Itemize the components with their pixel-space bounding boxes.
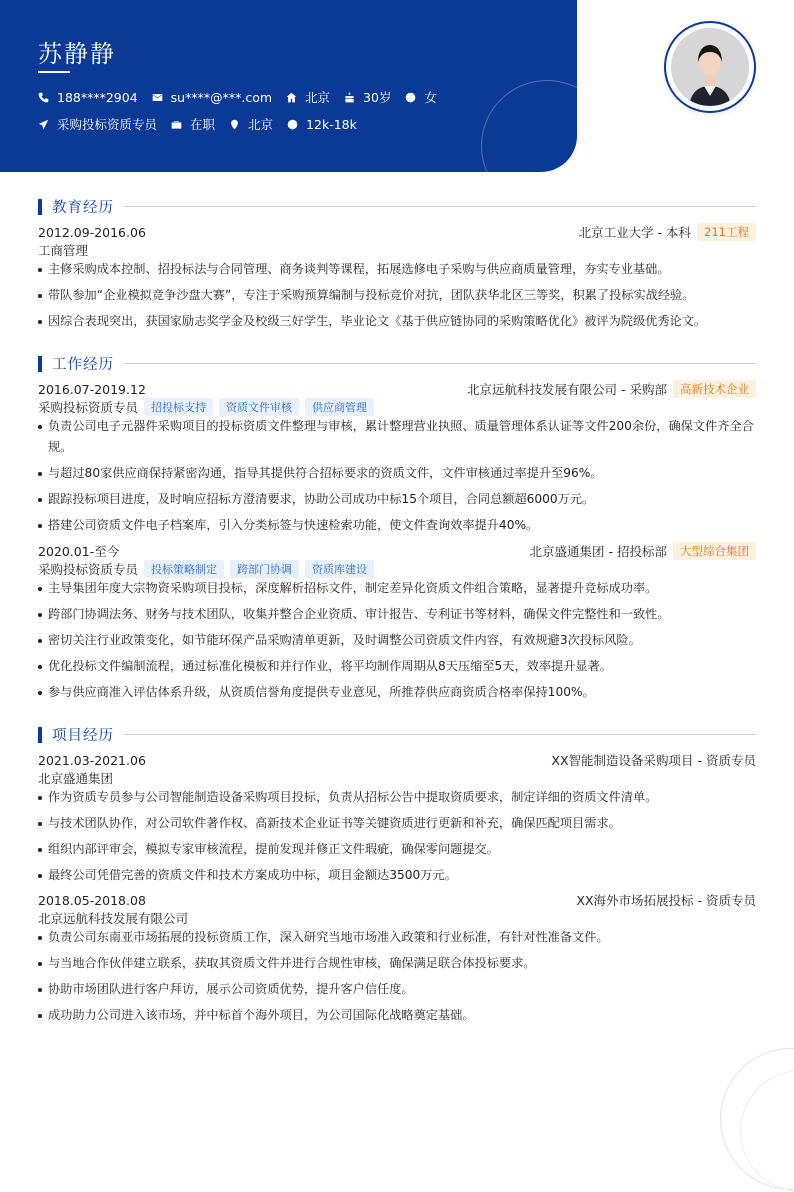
bullet-list xyxy=(38,416,756,536)
job-title: 采购投标资质专员 xyxy=(38,400,139,415)
entry-date: 2020.01-至今 xyxy=(38,544,120,559)
salary-item xyxy=(287,117,357,132)
contact-row xyxy=(38,88,451,106)
section-bar xyxy=(38,727,42,743)
entry-right xyxy=(579,223,756,241)
bullet-list xyxy=(38,927,756,1026)
list-item: 密切关注行业政策变化，如节能环保产品采购清单更新，及时调整公司资质文件内容，有效规避3次投标风险。 xyxy=(38,630,756,651)
decorative-circle xyxy=(481,80,577,172)
entry-sub xyxy=(38,241,756,259)
email-text: su****@***.com xyxy=(170,89,273,105)
list-item: 与技术团队协作，对公司软件著作权、高新技术企业证书等关键资质进行更新和补充，确保匹配项目需求。 xyxy=(38,813,756,834)
entry-head xyxy=(38,891,756,909)
age-text: 30岁 xyxy=(363,90,392,105)
company-name: 北京远航科技发展有限公司 - 采购部 xyxy=(467,382,667,397)
money-icon xyxy=(287,119,298,130)
project-org: 北京远航科技发展有限公司 xyxy=(38,911,189,926)
entry-sub xyxy=(38,769,756,787)
list-item: 参与供应商准入评估体系升级，从资质信誉角度提供专业意见，所推荐供应商资质合格率保持100%。 xyxy=(38,682,756,703)
school-name: 北京工业大学 - 本科 xyxy=(578,225,692,240)
skill-tag: 招投标支持 xyxy=(144,398,213,416)
list-item: 搭建公司资质文件电子档案库，引入分类标签与快速检索功能，使文件查询效率提升40%。 xyxy=(38,515,756,536)
skill-tag: 资质文件审核 xyxy=(219,398,299,416)
skill-tag: 供应商管理 xyxy=(305,398,374,416)
section-divider xyxy=(124,363,756,364)
avatar-photo xyxy=(671,28,749,106)
email-icon xyxy=(152,92,163,103)
job-intent-row xyxy=(38,115,371,133)
salary-text: 12k-18k xyxy=(306,116,357,132)
city-text: 北京 xyxy=(248,117,274,132)
company-name: 北京盛通集团 - 招投标部 xyxy=(529,544,667,559)
city-item xyxy=(229,115,273,133)
project-name: XX智能制造设备采购项目 - 资质专员 xyxy=(551,753,756,768)
entry-sub xyxy=(38,560,756,578)
email-item xyxy=(152,90,272,105)
phone-icon xyxy=(38,92,49,103)
list-item: 与当地合作伙伴建立联系，获取其资质文件并进行合规性审核，确保满足联合体投标要求。 xyxy=(38,953,756,974)
section-education xyxy=(38,196,756,217)
company-badge: 高新技术企业 xyxy=(673,380,756,398)
cake-icon xyxy=(344,92,355,103)
bullet-list xyxy=(38,259,756,332)
target-job-item xyxy=(38,115,157,133)
smile-icon xyxy=(405,92,416,103)
avatar xyxy=(664,21,756,113)
hometown-item xyxy=(286,88,330,106)
entry-sub xyxy=(38,909,756,927)
list-item: 优化投标文件编制流程，通过标准化模板和并行作业，将平均制作周期从8天压缩至5天，效率提升显著。 xyxy=(38,656,756,677)
education-entry xyxy=(38,223,756,337)
major: 工商管理 xyxy=(38,243,89,258)
section-title-text: 教育经历 xyxy=(52,200,114,216)
section-title-text: 项目经历 xyxy=(52,728,114,744)
skill-tag: 资质库建设 xyxy=(305,560,374,578)
entry-date: 2018.05-2018.08 xyxy=(38,892,146,908)
project-entry-1 xyxy=(38,751,756,891)
list-item: 主导集团年度大宗物资采购项目投标，深度解析招标文件，制定差异化资质文件组合策略，显著提升竞标成功率。 xyxy=(38,578,756,599)
entry-sub xyxy=(38,398,756,416)
list-item: 主修采购成本控制、招投标法与合同管理、商务谈判等课程，拓展选修电子采购与供应商质量管理，夯实专业基础。 xyxy=(38,259,756,280)
list-item: 与超过80家供应商保持紧密沟通，指导其提供符合招标要求的资质文件，文件审核通过率提升至96%。 xyxy=(38,463,756,484)
project-name: XX海外市场拓展投标 - 资质专员 xyxy=(576,893,756,908)
list-item: 作为资质专员参与公司智能制造设备采购项目投标，负责从招标公告中提取资质要求，制定详细的资质文件清单。 xyxy=(38,787,756,808)
list-item: 成功助力公司进入该市场，并中标首个海外项目，为公司国际化战略奠定基础。 xyxy=(38,1005,756,1026)
name-underline xyxy=(38,71,70,73)
list-item: 跟踪投标项目进度，及时响应招标方澄清要求，协助公司成功中标15个项目，合同总额超6000万元。 xyxy=(38,489,756,510)
section-bar xyxy=(38,356,42,372)
section-divider xyxy=(124,734,756,735)
list-item: 因综合表现突出，获国家励志奖学金及校级三好学生，毕业论文《基于供应链协同的采购策略优化》被评为院级优秀论文。 xyxy=(38,311,756,332)
project-entry-2 xyxy=(38,891,756,1031)
bullet-list xyxy=(38,578,756,703)
entry-head xyxy=(38,751,756,769)
status-text: 在职 xyxy=(190,117,216,132)
list-item: 组织内部评审会，模拟专家审核流程，提前发现并修正文件瑕疵，确保零问题提交。 xyxy=(38,839,756,860)
gender-item xyxy=(405,88,437,106)
list-item: 负责公司电子元器件采购项目的投标资质文件整理与审核，累计整理营业执照、质量管理体系认证等文件200余份，确保文件齐全合规。 xyxy=(38,416,756,458)
home-icon xyxy=(286,92,297,103)
work-entry-2 xyxy=(38,542,756,708)
section-project xyxy=(38,724,756,745)
section-bar xyxy=(38,199,42,215)
entry-head xyxy=(38,542,756,560)
entry-date: 2021.03-2021.06 xyxy=(38,752,146,768)
entry-right xyxy=(467,380,756,398)
header-banner xyxy=(0,0,577,172)
section-work xyxy=(38,353,756,374)
work-entry-1 xyxy=(38,380,756,541)
hometown-text: 北京 xyxy=(305,90,331,105)
bullet-list xyxy=(38,787,756,886)
list-item: 负责公司东南亚市场拓展的投标资质工作，深入研究当地市场准入政策和行业标准，有针对性准备文件。 xyxy=(38,927,756,948)
entry-head xyxy=(38,223,756,241)
status-item xyxy=(171,115,215,133)
section-title-text: 工作经历 xyxy=(52,357,114,373)
send-icon xyxy=(38,119,49,130)
gender-text: 女 xyxy=(424,90,437,105)
age-item xyxy=(344,88,391,106)
location-pin-icon xyxy=(229,119,240,130)
list-item: 协助市场团队进行客户拜访，展示公司资质优势，提升客户信任度。 xyxy=(38,979,756,1000)
school-badge: 211工程 xyxy=(697,223,756,241)
section-divider xyxy=(124,206,756,207)
job-title: 采购投标资质专员 xyxy=(38,562,139,577)
candidate-name: 苏静静 xyxy=(38,40,116,68)
company-badge: 大型综合集团 xyxy=(673,542,756,560)
briefcase-icon xyxy=(171,119,182,130)
entry-right xyxy=(530,542,756,560)
target-job-text: 采购投标资质专员 xyxy=(57,117,158,132)
phone-text: 188****2904 xyxy=(57,89,138,105)
skill-tag: 跨部门协调 xyxy=(230,560,299,578)
entry-head xyxy=(38,380,756,398)
phone-item xyxy=(38,90,138,105)
list-item: 带队参加“企业模拟竞争沙盘大赛”，专注于采购预算编制与投标竞价对抗，团队获华北区三等奖，积累了投标实战经验。 xyxy=(38,285,756,306)
entry-date: 2016.07-2019.12 xyxy=(38,381,146,397)
list-item: 跨部门协调法务、财务与技术团队，收集并整合企业资质、审计报告、专利证书等材料，确保文件完整性和一致性。 xyxy=(38,604,756,625)
list-item: 最终公司凭借完善的资质文件和技术方案成功中标，项目金额达3500万元。 xyxy=(38,865,756,886)
project-org: 北京盛通集团 xyxy=(38,771,114,786)
entry-date: 2012.09-2016.06 xyxy=(38,224,146,240)
skill-tag: 投标策略制定 xyxy=(144,560,224,578)
